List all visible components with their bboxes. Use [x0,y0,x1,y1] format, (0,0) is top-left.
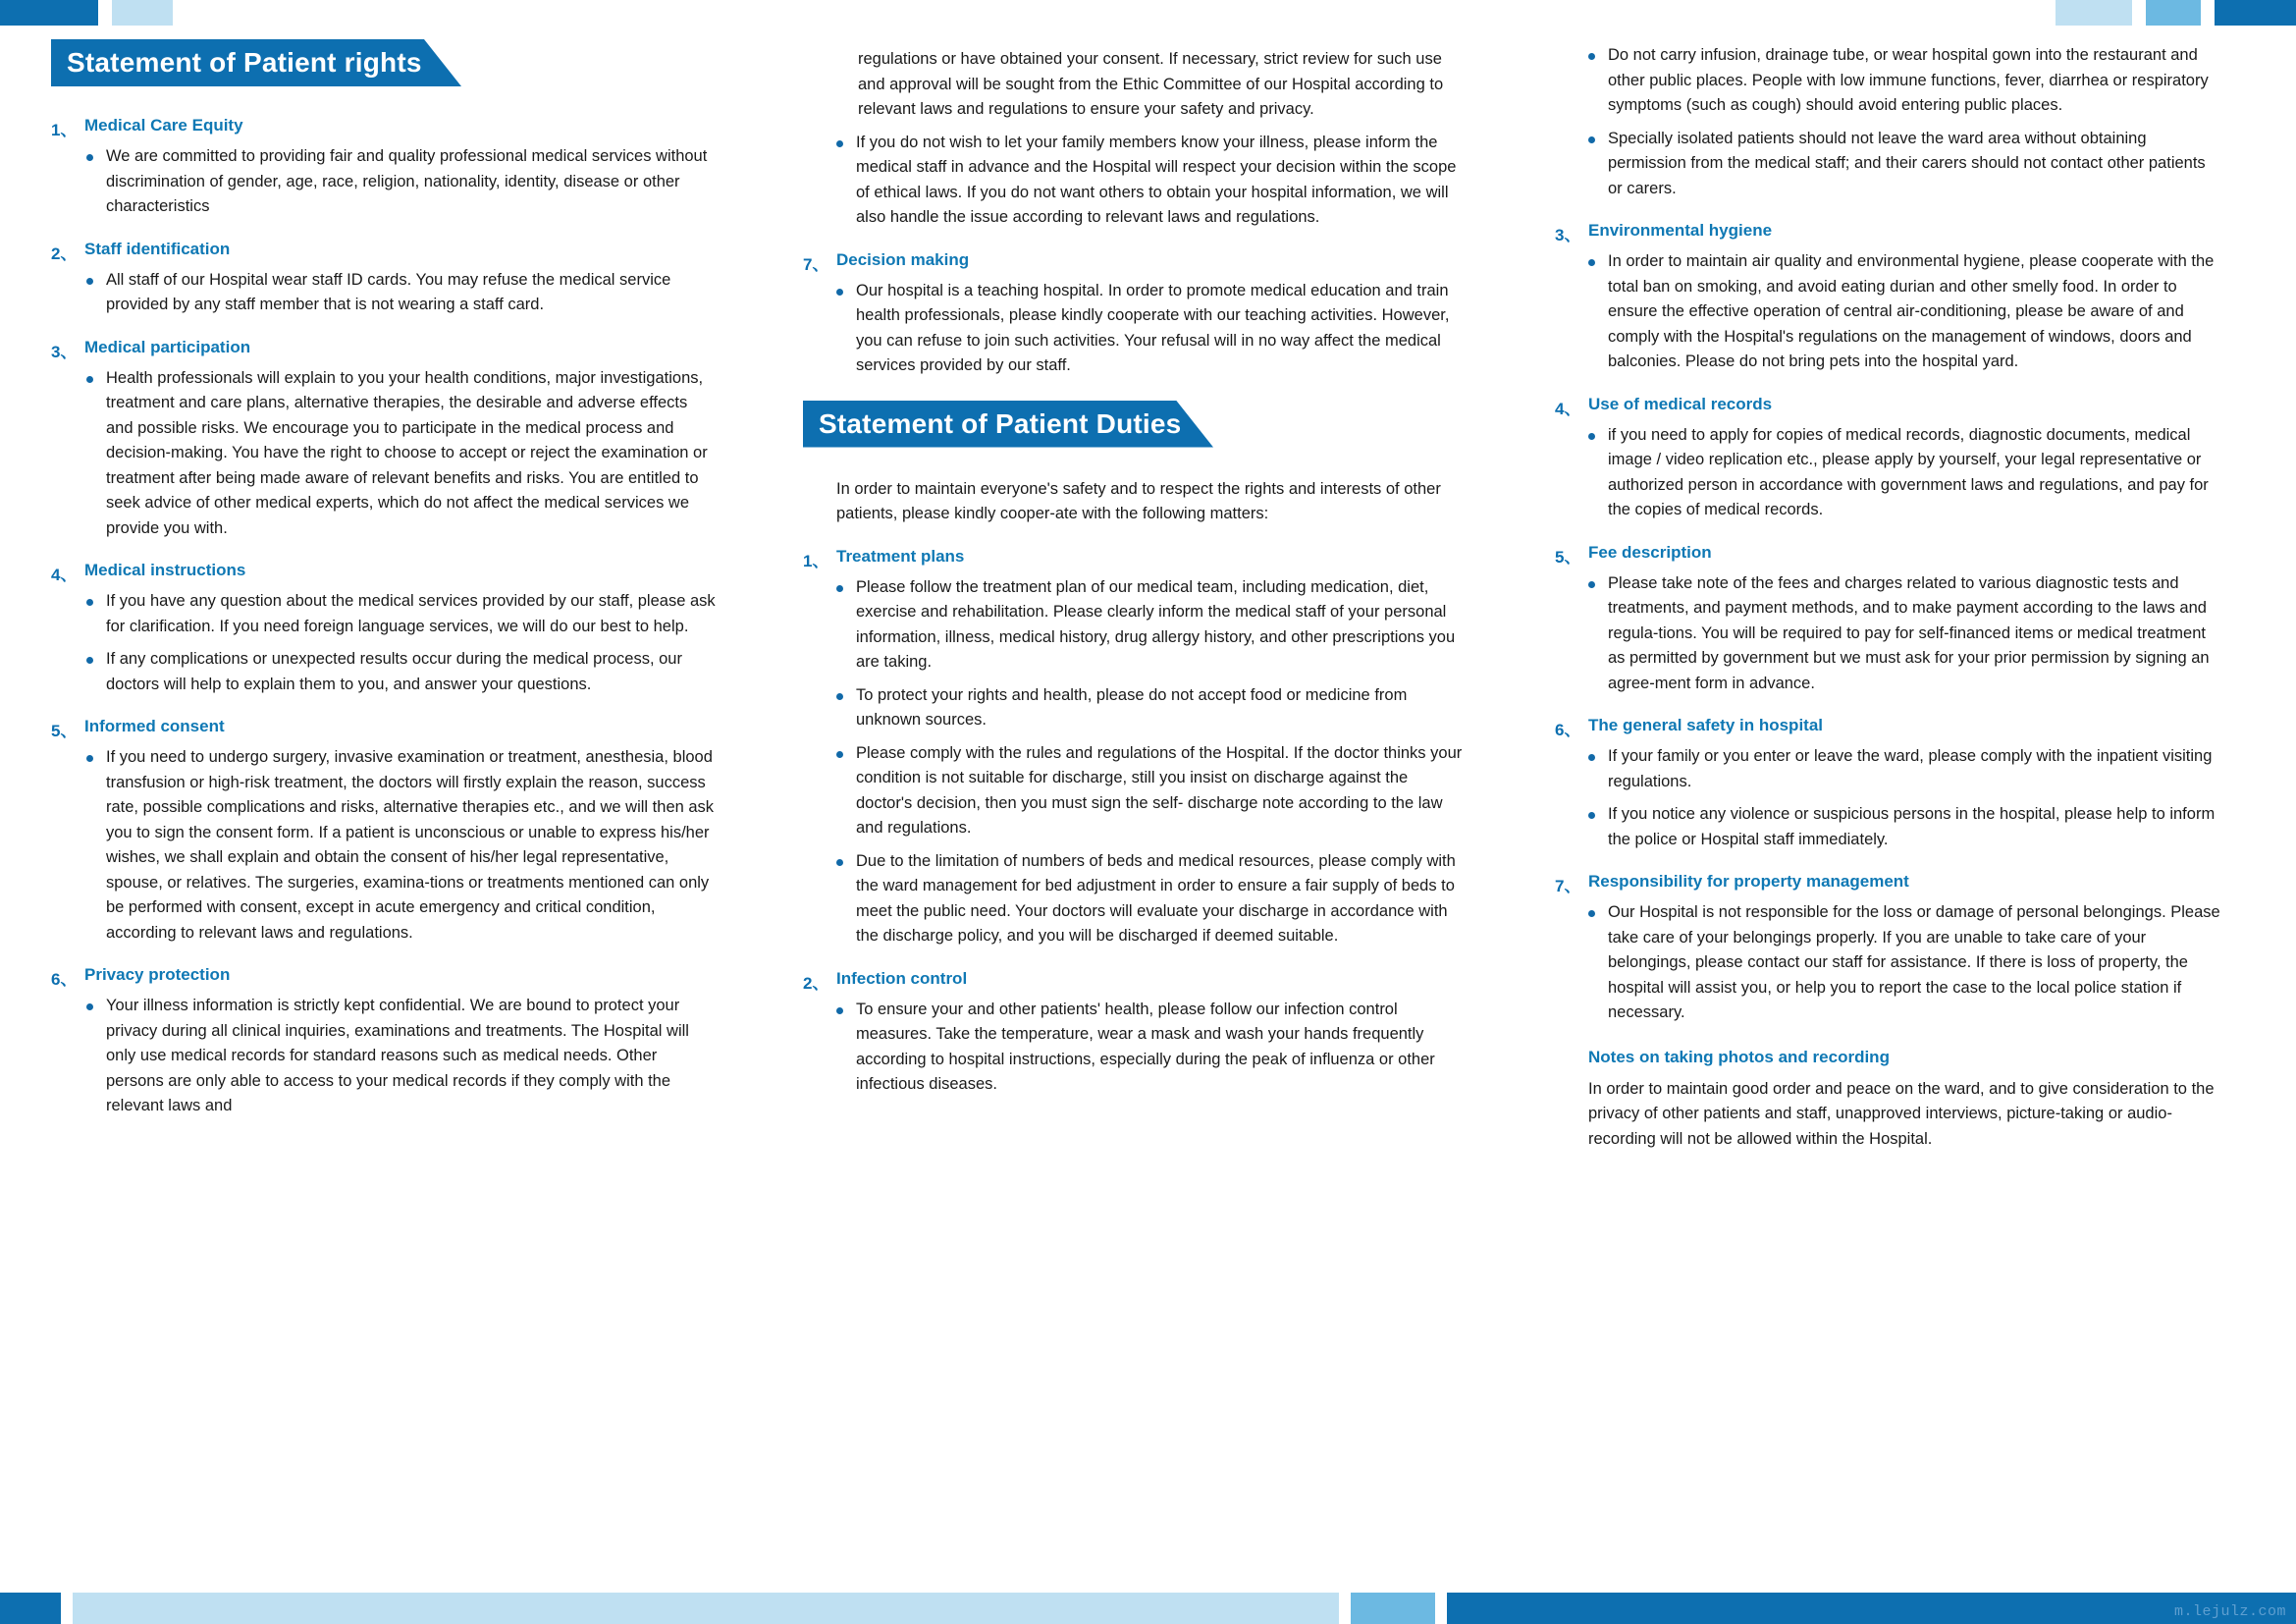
bullet-list-infection-control [834,998,1468,1098]
section-title: Fee description [1588,542,1712,562]
section-heading-property-management [1555,872,2220,896]
section-heading-decision-making [803,250,1468,275]
column-3 [1555,39,2220,1581]
notes-heading: Notes on taking photos and recording [1588,1047,1890,1066]
section-heading-privacy-protection [51,965,717,990]
section-title: Treatment plans [836,546,965,566]
section-title: Medical Care Equity [84,116,243,135]
section-title: Informed consent [84,717,225,735]
section-number: 2、 [51,244,78,263]
bullet-list-infection-control-continued [1586,43,2220,201]
bullet-list-use-of-medical-records [1586,423,2220,523]
section-number: 5、 [1555,547,1581,567]
bullet-list-fee-description [1586,571,2220,697]
section-number: 1、 [803,551,829,570]
section-heading-use-of-medical-records [1555,395,2220,419]
bullet-list-medical-participation [84,366,717,542]
section-heading-fee-description [1555,543,2220,568]
notes-body: In order to maintain good order and peace on the ward, and to give consideration to the privacy of other patients and staff, unapproved interviews, picture-taking or audio-recording will not be allowed within the Hospital. [1588,1079,2215,1148]
list-item: Specially isolated patients should not leave the ward area without obtaining permission from the medical staff; and their carers should not contact other patients or carers. [1586,127,2220,202]
bullet-list-medical-care-equity [84,144,717,220]
section-number: 7、 [1555,877,1581,895]
section-title: Medical instructions [84,561,246,579]
bullet-list-property-management [1586,900,2220,1026]
bullet-list-privacy-continued [834,131,1468,231]
section-number: 3、 [1555,226,1581,244]
list-item: We are committed to providing fair and quality professional medical services without discrimination of gender, age, race, religion, nationality, identity, disease or other characteristics [84,144,717,220]
section-number: 6、 [1555,721,1581,739]
banner-patient-rights [51,39,717,86]
bottom-bar-gap-3 [1435,1593,1447,1624]
section-number: 4、 [51,566,78,584]
list-item: Please comply with the rules and regulations of the Hospital. If the doctor thinks your condition is not suitable for discharge, still you insist on discharge against the doctor's decision, then you must sign the self- discharge note according to the law and regulations. [834,741,1468,841]
duties-intro-paragraph: In order to maintain everyone's safety and to respect the rights and interests of other patients, please kindly cooper-ate with the following matters: [836,479,1441,522]
bottom-bar-segment-3 [1351,1593,1435,1624]
bottom-bar-segment-1 [0,1593,61,1624]
section-title: Decision making [836,249,970,269]
list-item: Our Hospital is not responsible for the loss or damage of personal belongings. Please take care of your belongings properly. If you are unable to take care of your belongings, please contact our staff for assistance. If there is loss of property, the hospital will assist you, or help you to report the case to the local police station if necessary. [1586,900,2220,1026]
section-number: 3、 [51,342,78,361]
list-item: Due to the limitation of numbers of beds and medical resources, please comply with the ward management for bed adjustment in order to ensure a fair supply of beds to meet the public need. Your doctors will evaluate your discharge in accordance with the discharge policy, and you will be discharged if deemed suitable. [834,849,1468,949]
bottom-bar-gap-2 [1339,1593,1351,1624]
bullet-list-privacy-protection [84,994,717,1119]
watermark-text: m.lejulz.com [2173,1603,2286,1620]
list-item: Our hospital is a teaching hospital. In order to promote medical education and train health professionals, please kindly cooperate with our teaching activities. However, you can refuse to join such activities. Your refusal will in no way affect the medical services provided by our staff. [834,279,1468,379]
section-number: 2、 [803,973,829,993]
top-bar-gap-2 [2132,0,2146,26]
bullet-list-environmental-hygiene [1586,249,2220,375]
list-item: If your family or you enter or leave the ward, please comply with the inpatient visiting regulations. [1586,744,2220,794]
section-heading-environmental-hygiene [1555,221,2220,245]
content-columns [51,39,2252,1581]
list-item: Do not carry infusion, drainage tube, or wear hospital gown into the restaurant and other public places. People with low immune functions, fever, diarrhea or respiratory symptoms (such as cough) should avoid entering public places. [1586,43,2220,119]
list-item: If you notice any violence or suspicious persons in the hospital, please help to inform the police or Hospital staff immediately. [1586,802,2220,852]
bullet-list-informed-consent [84,745,717,946]
section-heading-medical-instructions [51,561,717,585]
list-item: All staff of our Hospital wear staff ID cards. You may refuse the medical service provided by any staff member that is not wearing a staff card. [84,268,717,318]
section-title: Infection control [836,968,968,988]
section-title: Responsibility for property management [1588,872,1909,891]
bullet-list-treatment-plans [834,575,1468,949]
list-item: Please take note of the fees and charges related to various diagnostic tests and treatments, and payment methods, and to make payment according to the laws and regula-tions. You will be required to pay for self-financed items or medical treatment as permitted by government but we must ask for your prior permission by signing an agree-ment form in advance. [1586,571,2220,697]
section-number: 1、 [51,121,78,139]
section-heading-general-safety [1555,716,2220,740]
section-number: 6、 [51,970,78,989]
section-heading-medical-care-equity [51,116,717,140]
column-2 [803,39,1468,1581]
top-bar-segment-3 [2056,0,2132,26]
section-heading-informed-consent [51,717,717,741]
list-item: To protect your rights and health, please do not accept food or medicine from unknown sources. [834,683,1468,733]
section-heading-infection-control [803,969,1468,994]
bullet-list-staff-identification [84,268,717,318]
top-bar-gap-1 [98,0,112,26]
bullet-list-general-safety [1586,744,2220,852]
top-bar-segment-2 [112,0,173,26]
banner-patient-duties [803,401,1468,448]
section-title: Environmental hygiene [1588,221,1773,240]
top-bar-segment-1 [0,0,98,26]
section-title: Staff identification [84,239,231,258]
bullet-list-decision-making [834,279,1468,379]
section-heading-treatment-plans [803,547,1468,571]
list-item: Health professionals will explain to you your health conditions, major investigations, treatment and care plans, alternative therapies, the desirable and adverse effects and possible risks. We encourage you to participate in the medical process and decision-making. You have the right to choose to accept or reject the examination or treatment after being made aware of relevant benefits and risks. You are entitled to seek advice of other medical experts, which do not affect the medical services we provide you with. [84,366,717,542]
bottom-bar-gap-1 [61,1593,73,1624]
list-item: if you need to apply for copies of medical records, diagnostic documents, medical image / video replication etc., please apply by yourself, your legal representative or authorized person in accordance with government laws and regulations, and pay for the copies of medical records. [1586,423,2220,523]
section-title: Medical participation [84,337,251,356]
list-item: If any complications or unexpected results occur during the medical process, our doctors will help to explain them to you, and answer your questions. [84,647,717,697]
section-title: Privacy protection [84,965,231,984]
bottom-bar-segment-4 [1447,1593,2296,1624]
bottom-bar-segment-2 [73,1593,1339,1624]
list-item: In order to maintain air quality and environmental hygiene, please cooperate with the total ban on smoking, and avoid eating durian and other smelly food. In order to ensure the effective operation of central air-conditioning, please be aware of and comply with the Hospital's regulations on the management of windows, doors and balconies. Please do not bring pets into the hospital yard. [1586,249,2220,375]
section-heading-medical-participation [51,338,717,362]
section-number: 4、 [1555,399,1581,418]
section-number: 5、 [51,722,78,740]
banner-patient-rights-label: Statement of Patient rights [67,47,422,78]
list-item: If you have any question about the medical services provided by our staff, please ask for clarification. If you need foreign language services, we will do our best to help. [84,589,717,639]
section-title: Use of medical records [1588,394,1773,413]
section-number: 7、 [803,254,829,274]
bullet-list-medical-instructions [84,589,717,697]
section-heading-staff-identification [51,240,717,264]
list-item: Your illness information is strictly kept confidential. We are bound to protect your privacy during all clinical inquiries, examinations and treatments. The Hospital will only use medical records for standard reasons such as medical needs. Other persons are only able to access to your medical records if they comply with the relevant laws and [84,994,717,1119]
list-item: To ensure your and other patients' health, please follow our infection control measures. Take the temperature, wear a mask and wash your hands frequently according to hospital instructions, especially during the peak of influenza or other infectious diseases. [834,998,1468,1098]
top-bar-gap-3 [2201,0,2215,26]
top-bar-segment-5 [2215,0,2296,26]
list-item: If you do not wish to let your family members know your illness, please inform the medical staff in advance and the Hospital will respect your decision within the scope of ethical laws. If you do not want others to obtain your hospital information, we will also handle the issue according to relevant laws and regulations. [834,131,1468,231]
list-item: Please follow the treatment plan of our medical team, including medication, diet, exercise and rehabilitation. Please clearly inform the medical staff of your personal information, illness, medical history, drug allergy history, and other prescriptions you are taking. [834,575,1468,676]
column-1 [51,39,717,1581]
banner-patient-duties-label: Statement of Patient Duties [819,407,1182,439]
list-item: If you need to undergo surgery, invasive examination or treatment, anesthesia, blood transfusion or high-risk treatment, the doctors will firstly explain the reason, success rate, possible complications and risks, alternative therapies etc., and we will then ask you to sign the consent form. If a patient is unconscious or unable to express his/her wishes, we shall explain and obtain the consent of his/her legal representative, spouse, or relatives. The surgeries, examina-tions or treatments mentioned can only be performed with consent, except in acute emergency and critical condition, according to relevant laws and regulations. [84,745,717,946]
section-title: The general safety in hospital [1588,716,1824,734]
privacy-continuation-paragraph: regulations or have obtained your consent. If necessary, strict review for such use and approval will be sought from the Ethic Committee of our Hospital according to relevant laws and regulations to ensure your safety and privacy. [858,50,1444,118]
top-bar-segment-4 [2146,0,2201,26]
